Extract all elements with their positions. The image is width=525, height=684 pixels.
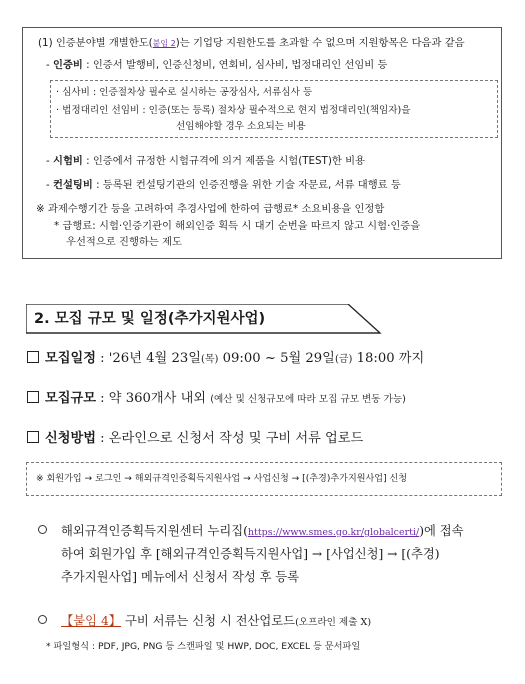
checkbox-icon (27, 431, 39, 443)
documents-bullet-text: 구비 서류는 신청 시 전산업로드 (121, 614, 296, 628)
method-label: 신청방법 (45, 431, 96, 446)
method-item (27, 430, 363, 448)
portal-bullet (38, 523, 464, 541)
schedule-end-day: (금) (334, 354, 353, 365)
schedule-end: 09:00 ~ 5월 29일 (218, 351, 335, 366)
scale-text: : 약 360개사 내외 (95, 391, 211, 406)
portal-bullet-line3: 추가지원사업] 메뉴에서 신청서 작성 후 등록 (61, 570, 300, 584)
legal-agent-note: · 법정대리인 선임비 : 인증(또는 등록) 절차상 필수적으로 현지 법정대리인(책임자)을 (56, 105, 411, 116)
schedule-item (27, 350, 424, 369)
scale-note: (예산 및 신청규모에 따라 모집 규모 변동 가능) (210, 394, 406, 405)
test-fee-line: - 시험비 : 인증에서 규정한 시험규격에 의거 제품을 시험(TEST)한 비용 (46, 155, 365, 167)
schedule-start-day: (목) (200, 354, 219, 365)
attachment-2-link[interactable]: 붙임 2 (152, 39, 176, 48)
express-fee-note: ※ 과제수행기간 등을 고려하여 추경사업에 한하여 급행료* 소요비용을 인정함 (36, 203, 385, 215)
cert-fee-label: 인증비 (53, 59, 83, 71)
audit-fee-note: · 심사비 : 인증절차상 필수로 실시하는 공장심사, 서류심사 등 (56, 87, 313, 98)
portal-bullet-line2: 하여 회원가입 후 [해외규격인증획득지원사업] → [사업신청] → [(추경) (61, 547, 440, 561)
express-fee-definition-cont: 우선적으로 진행하는 제도 (66, 236, 182, 248)
express-fee-definition: * 급행료: 시험·인증기관이 해외인증 획득 시 대기 순번을 따르지 않고 시험·인증을 (54, 220, 421, 232)
portal-bullet-suffix: )에 접속 (419, 524, 464, 538)
schedule-label: 모집일정 (45, 351, 96, 366)
portal-url-link[interactable]: https://www.smes.go.kr/globalcerti/ (247, 527, 420, 538)
portal-bullet-text: 해외규격인증획득지원센터 누리집( (61, 524, 248, 538)
bullet-circle-icon (38, 525, 47, 534)
documents-offline-note: (오프라인 제출 X) (295, 617, 372, 628)
bullet-circle-icon (38, 615, 47, 624)
section-title: 2. 모집 규모 및 일정(추가지원사업) (34, 311, 266, 327)
checkbox-icon (27, 351, 39, 363)
test-fee-text: : 인증에서 규정한 시험규격에 의거 제품을 시험(TEST)한 비용 (82, 155, 365, 167)
cert-fee-line: - 인증비 : 인증서 발행비, 인증신청비, 연회비, 심사비, 법정대리인 선임비 등 (46, 59, 388, 71)
limit-line-suffix: )는 기업당 지원한도를 초과할 수 없으며 지원항목은 다음과 같음 (175, 37, 465, 49)
documents-bullet (38, 613, 371, 631)
test-fee-label: 시험비 (53, 155, 83, 167)
method-text: : 온라인으로 신청서 작성 및 구비 서류 업로드 (95, 431, 364, 446)
limit-line-prefix: (1) 인증분야별 개별한도( (38, 37, 153, 49)
attachment-4-link[interactable]: 【붙임 4】 (61, 614, 122, 628)
file-format-note: * 파일형식 : PDF, JPG, PNG 등 스캔파일 및 HWP, DOC, EXCEL 등 문서파일 (46, 641, 361, 652)
checkbox-icon (27, 391, 39, 403)
consult-fee-text: : 등록된 컨설팅기관의 인증진행을 위한 기술 자문료, 서류 대행료 등 (92, 179, 401, 191)
legal-agent-note-cont: 선임해야할 경우 소요되는 비용 (176, 121, 306, 132)
schedule-start: : '26년 4월 23일 (95, 351, 201, 366)
scale-item (27, 390, 406, 409)
scale-label: 모집규모 (45, 391, 96, 406)
consult-fee-line: - 컨설팅비 : 등록된 컨설팅기관의 인증진행을 위한 기술 자문료, 서류 대행료 등 (46, 179, 401, 191)
application-flow: ※ 회원가입 → 로그인 → 해외규격인증획득지원사업 → 사업신청 → [(추경)추가지원사업] 신청 (36, 474, 408, 484)
limit-line (38, 36, 465, 51)
consult-fee-label: 컨설팅비 (53, 179, 93, 191)
schedule-end-time: 18:00 까지 (352, 351, 425, 366)
cert-fee-text: : 인증서 발행비, 인증신청비, 연회비, 심사비, 법정대리인 선임비 등 (82, 59, 388, 71)
